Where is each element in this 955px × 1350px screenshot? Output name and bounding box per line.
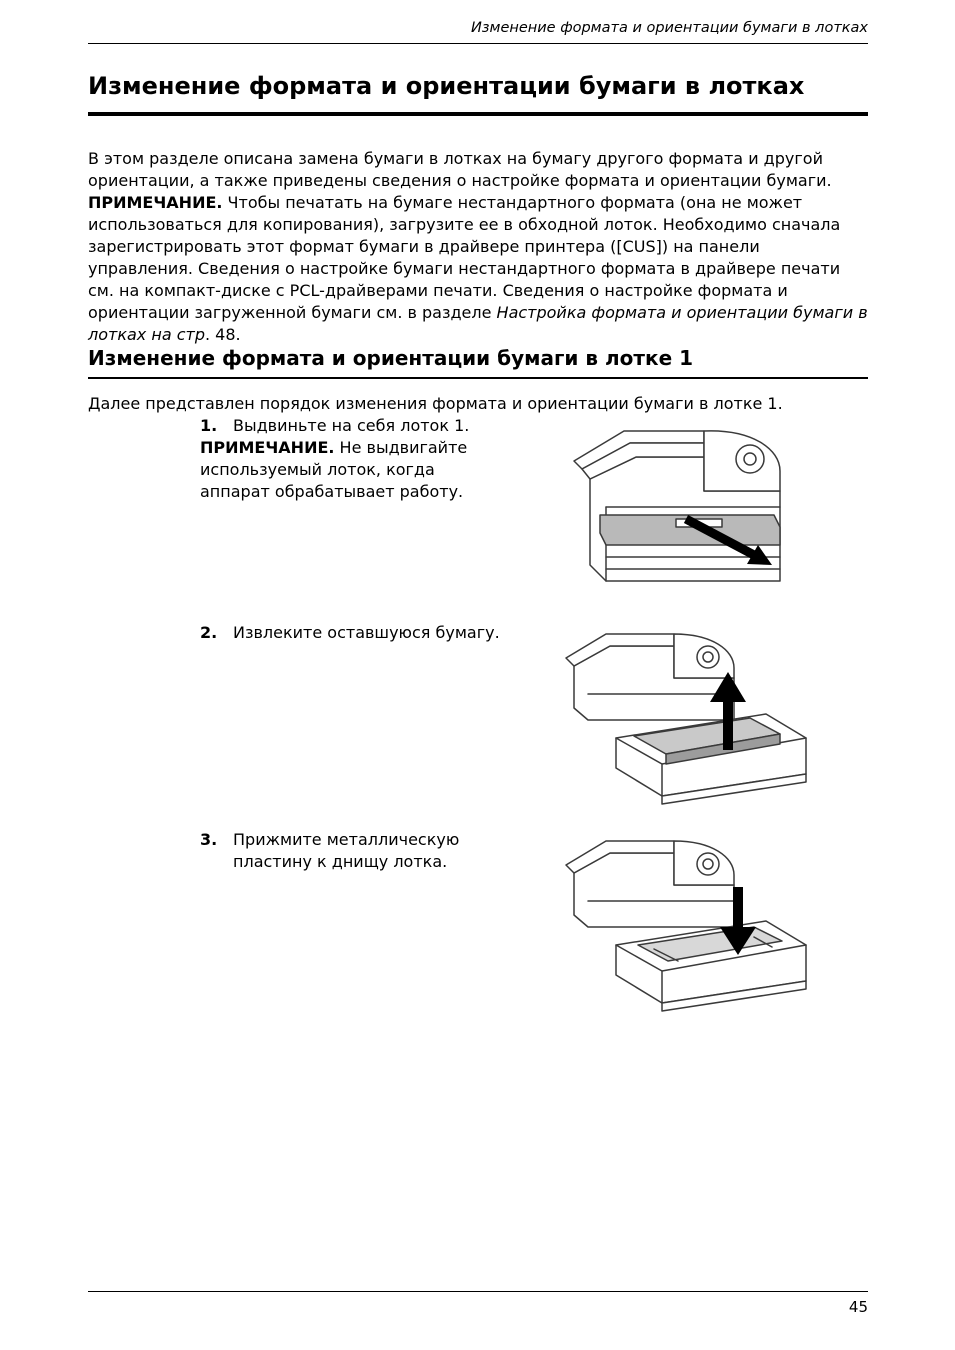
printer-drawing	[566, 634, 806, 804]
step-1-line	[200, 415, 530, 437]
step-3-illustration	[558, 829, 826, 1014]
section-heading: Изменение формата и ориентации бумаги в лотке 1	[88, 346, 868, 379]
step-3	[88, 829, 868, 1014]
page-footer	[88, 1291, 868, 1316]
note-paragraph	[88, 192, 868, 346]
printer-remove-paper-drawing	[558, 622, 826, 807]
step-1-note-text: Не выдвигайте используемый лоток, когда аппарат обрабатывает работу.	[200, 438, 468, 501]
step-3-number: 3.	[200, 830, 218, 849]
step-3-text: Прижмите металлическую пластину к днищу лотка.	[233, 830, 460, 871]
note-body: Чтобы печатать на бумаге нестандартного формата (она не может использоваться для копирования), загрузите ее в обходной лоток. Необходимо сначала зарегистрировать этот формат бумаги в драйвере принтера ([CUS]) на панели управления. Сведения о настройке бумаги нестандартного формата в драйвере печати см. на компакт-диске с PCL-драйверами печати. Сведения о настройке формата и ориентации загруженной бумаги см. в разделе	[88, 193, 841, 322]
page-title: Изменение формата и ориентации бумаги в лотках	[88, 72, 868, 116]
step-2	[88, 622, 868, 807]
printer-pull-tray-drawing	[558, 415, 826, 600]
step-2-text-block	[200, 622, 530, 644]
page-number: 45	[848, 1298, 868, 1316]
step-1	[88, 415, 868, 600]
printer-drawing	[574, 431, 780, 581]
step-2-number: 2.	[200, 623, 218, 642]
running-header-text: Изменение формата и ориентации бумаги в лотках	[470, 20, 868, 36]
step-1-number: 1.	[200, 416, 218, 435]
section-intro: Далее представлен порядок изменения формата и ориентации бумаги в лотке 1.	[88, 394, 783, 413]
step-3-line	[200, 829, 530, 873]
step-1-text: Выдвиньте на себя лоток 1.	[233, 416, 470, 435]
step-1-text-block	[200, 415, 530, 503]
step-2-illustration	[558, 622, 826, 807]
note-label: ПРИМЕЧАНИЕ.	[88, 193, 223, 212]
printer-press-plate-drawing	[558, 829, 826, 1014]
step-1-note-label: ПРИМЕЧАНИЕ.	[200, 438, 335, 457]
intro-paragraph: В этом разделе описана замена бумаги в лотках на бумагу другого формата и другой ориентации, а также приведены сведения о настройке формата и ориентации бумаги.	[88, 149, 832, 190]
step-2-line	[200, 622, 530, 644]
printer-drawing	[566, 841, 806, 1011]
note-tail: . 48.	[204, 325, 241, 344]
running-header	[88, 20, 868, 44]
step-1-note	[200, 437, 500, 503]
note-reference: Настройка формата и ориентации бумаги в лотках на стр	[88, 303, 868, 344]
page-content	[88, 72, 868, 1036]
step-1-illustration	[558, 415, 826, 600]
step-3-text-block	[200, 829, 530, 873]
step-2-text: Извлеките оставшуюся бумагу.	[233, 623, 500, 642]
